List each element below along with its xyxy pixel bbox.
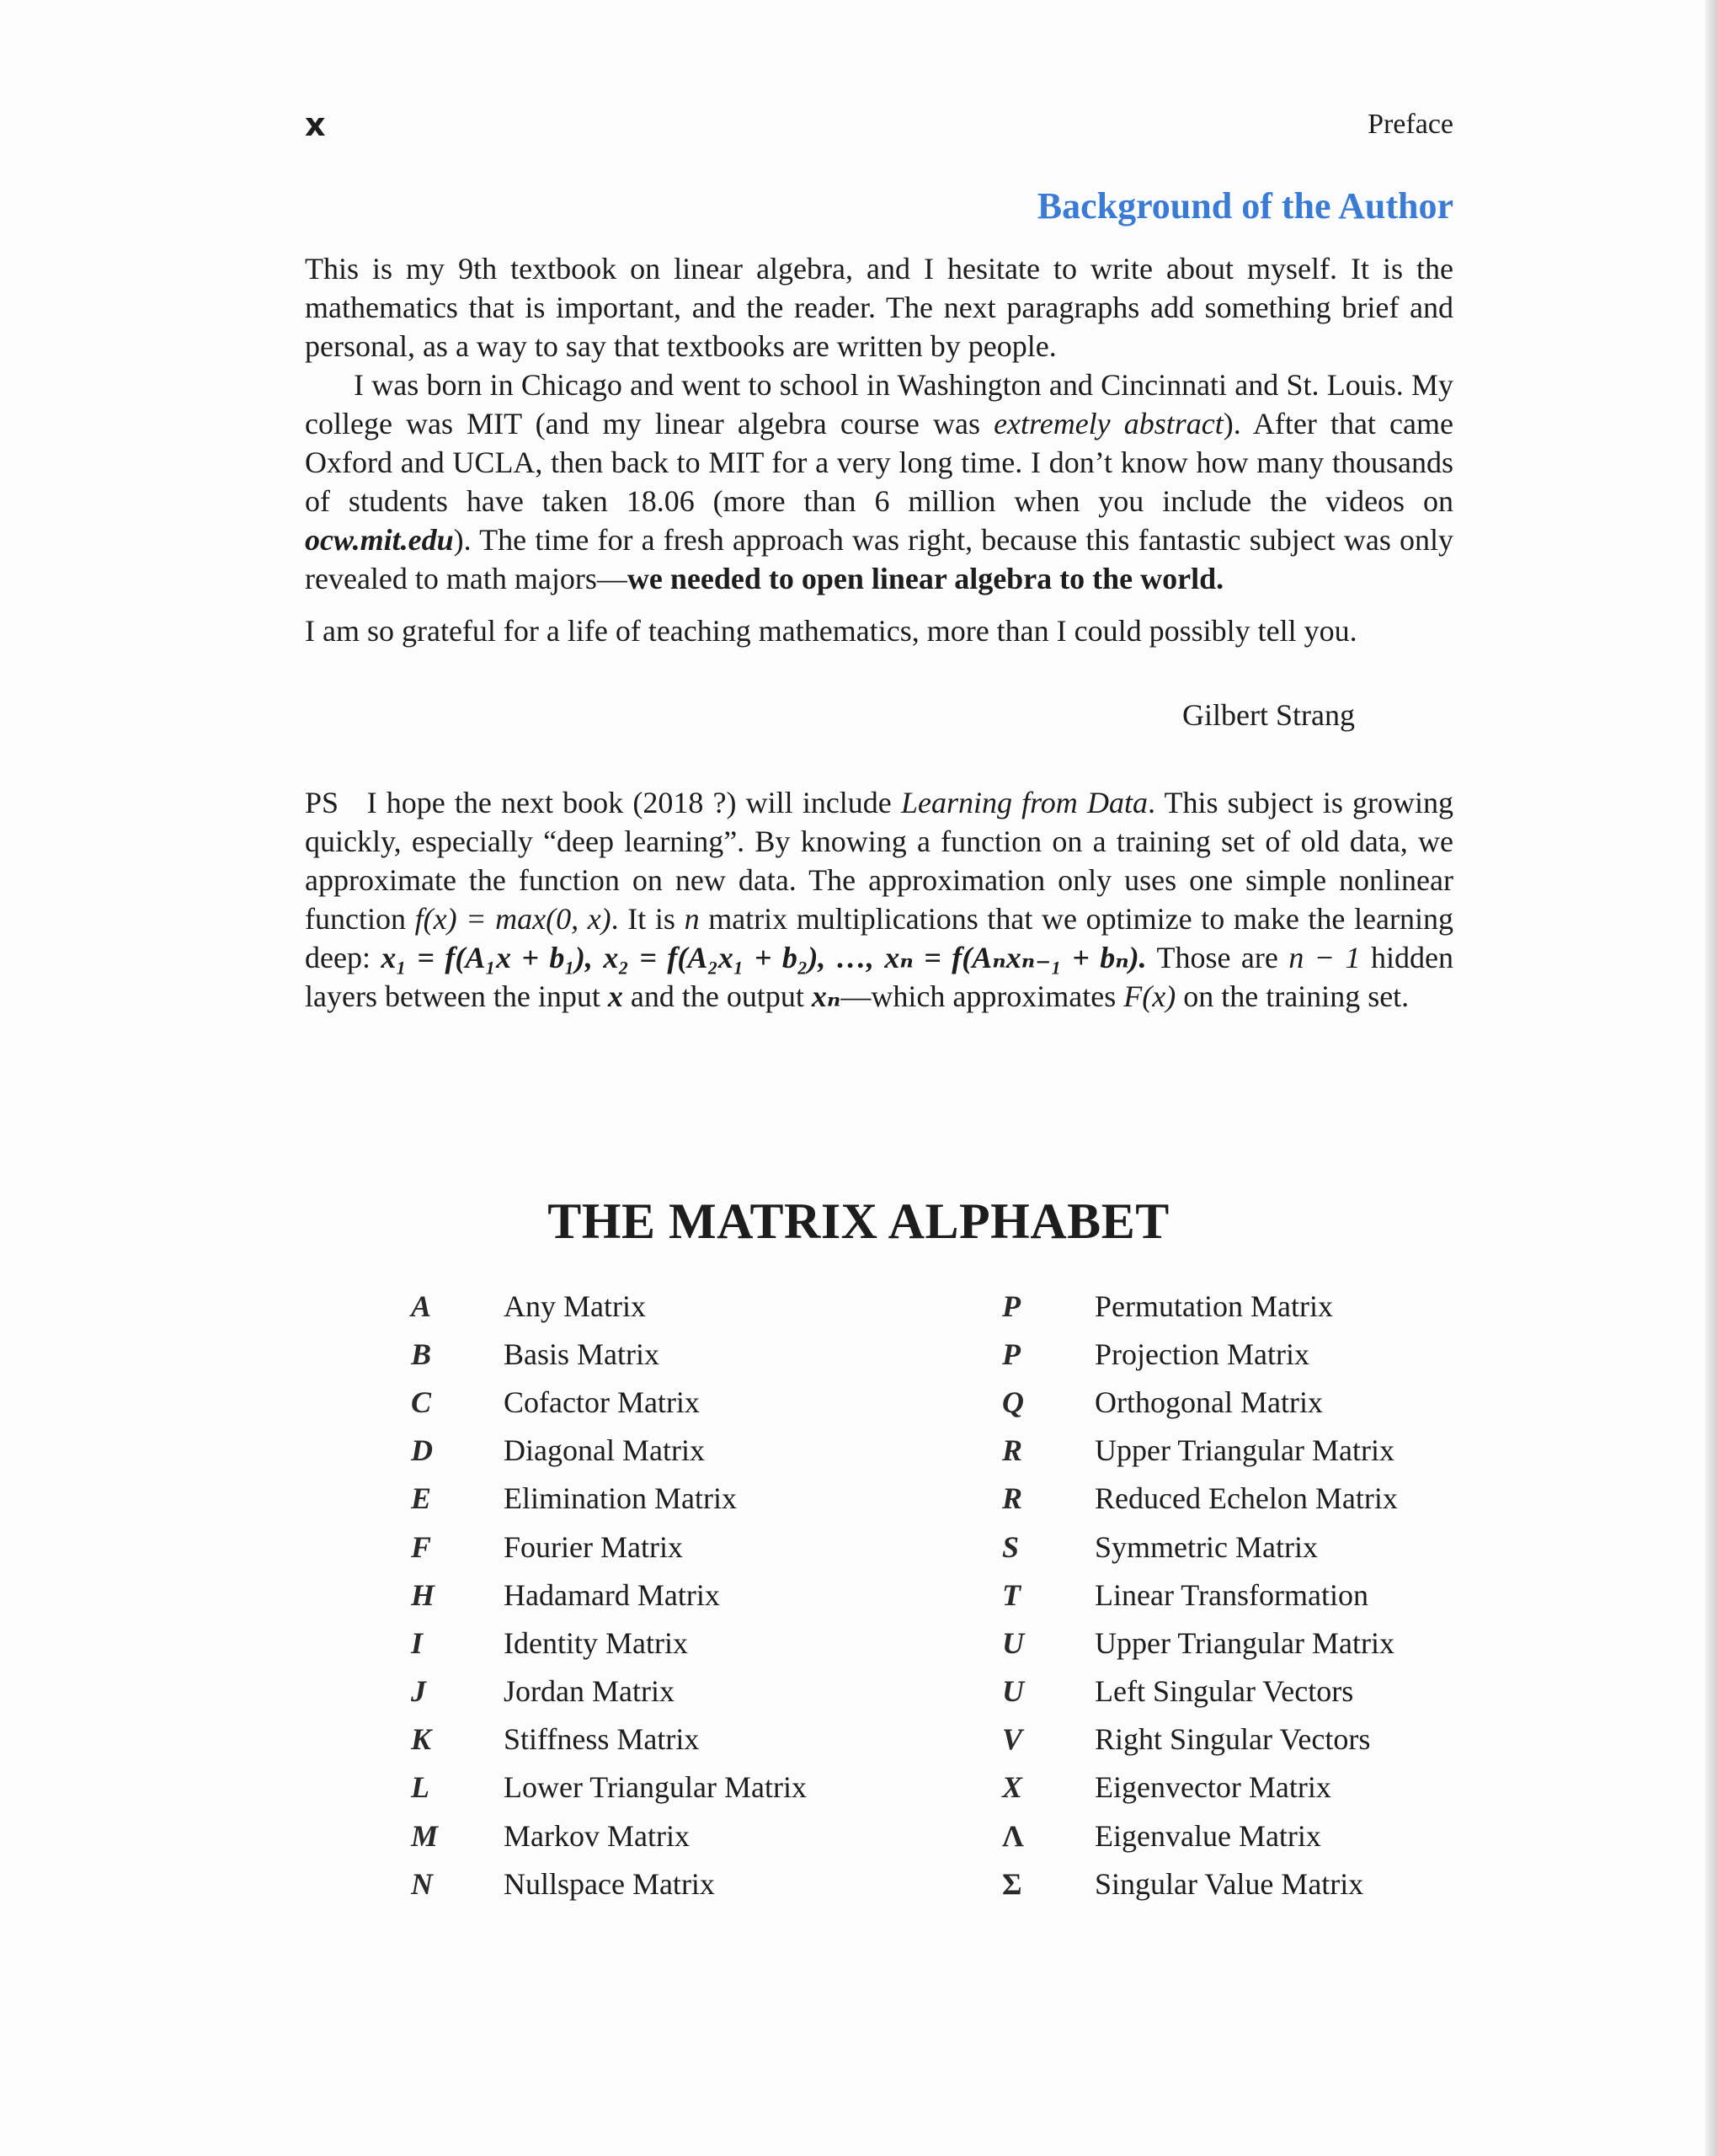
layer-chain-formula: x₁ = f(A₁x + b₁), x₂ = f(A₂x₁ + b₂), …, xₙ = f(Aₙxₙ₋₁ + bₙ). [381, 941, 1147, 974]
matrix-name: Singular Value Matrix [1095, 1866, 1364, 1901]
matrix-symbol: C [411, 1385, 432, 1419]
math-n-minus-1: n − 1 [1288, 941, 1361, 974]
alphabet-row [404, 1764, 807, 1812]
alphabet-row [404, 1860, 807, 1908]
matrix-symbol: A [411, 1289, 432, 1323]
matrix-name: Left Singular Vectors [1095, 1674, 1354, 1709]
matrix-symbol: X [1002, 1770, 1023, 1805]
alphabet-row [995, 1523, 1398, 1571]
matrix-symbol: I [411, 1625, 424, 1660]
matrix-symbol: Σ [1002, 1866, 1022, 1901]
alphabet-row [995, 1475, 1398, 1523]
ps-paragraph: PS I hope the next book (2018 ?) will include Learning from Data. This subject is growing quickly, especially “deep learning”. By knowing a function on a training set of old data, we approximate the function on new data. The approximation only uses one simple nonlinear function f(x) = max(0, x). It is n matrix multiplications that we optimize to make the learning deep: x₁ = f(A₁x + b₁), x₂ = f(A₂x₁ + b₂), …, xₙ = f(Aₙxₙ₋₁ + bₙ). Those are n − 1 hidden layers between the input x and the output xₙ—which approximates F(x) on the training set. [305, 786, 1453, 1013]
ocw-link[interactable]: ocw.mit.edu [305, 523, 454, 557]
running-head: Preface [1368, 109, 1453, 140]
author-signature: Gilbert Strang [1182, 698, 1355, 732]
matrix-name: Identity Matrix [504, 1625, 688, 1660]
relu-formula: f(x) = max(0, x) [414, 902, 611, 936]
alphabet-row [404, 1716, 807, 1764]
page-number: x [305, 106, 326, 143]
matrix-name: Hadamard Matrix [504, 1577, 720, 1612]
matrix-name: Stiffness Matrix [504, 1722, 700, 1757]
alphabet-row [995, 1668, 1398, 1716]
alphabet-row [404, 1282, 807, 1330]
matrix-name: Projection Matrix [1095, 1337, 1309, 1371]
matrix-name: Upper Triangular Matrix [1095, 1625, 1394, 1660]
matrix-symbol: K [411, 1722, 432, 1757]
matrix-name: Upper Triangular Matrix [1095, 1433, 1394, 1468]
matrix-symbol: L [411, 1770, 429, 1805]
alphabet-left-column [404, 1282, 807, 1908]
matrix-name: Orthogonal Matrix [1095, 1385, 1323, 1419]
matrix-symbol: P [1002, 1289, 1021, 1323]
alphabet-row [995, 1764, 1398, 1812]
matrix-name: Eigenvector Matrix [1095, 1770, 1331, 1805]
alphabet-row [995, 1571, 1398, 1619]
alphabet-row [404, 1668, 807, 1716]
alphabet-row [404, 1523, 807, 1571]
matrix-name: Permutation Matrix [1095, 1289, 1333, 1323]
math-F-of-x: F(x) [1123, 979, 1176, 1013]
ps-text [305, 783, 1453, 1016]
alphabet-row [995, 1427, 1398, 1475]
matrix-symbol: U [1002, 1625, 1024, 1660]
matrix-name: Linear Transformation [1095, 1577, 1368, 1612]
matrix-name: Right Singular Vectors [1095, 1722, 1371, 1757]
matrix-name: Symmetric Matrix [1095, 1529, 1318, 1564]
paragraph-3: I am so grateful for a life of teaching mathematics, more than I could possibly tell you. [305, 614, 1357, 648]
alphabet-row [995, 1812, 1398, 1860]
alphabet-row [404, 1427, 807, 1475]
matrix-name: Reduced Echelon Matrix [1095, 1481, 1398, 1516]
alphabet-row [995, 1860, 1398, 1908]
matrix-symbol: J [411, 1674, 426, 1709]
matrix-name: Jordan Matrix [504, 1674, 675, 1709]
alphabet-row [995, 1378, 1398, 1426]
paragraph-1: This is my 9th textbook on linear algebra, and I hesitate to write about myself. It is the mathematics that is important, and the reader. The next paragraphs add something brief and personal, as a way to say that textbooks are written by people. [305, 252, 1453, 363]
section-title: Background of the Author [1037, 185, 1453, 227]
book-title: Learning from Data [900, 786, 1148, 819]
paragraph-2: I was born in Chicago and went to school in Washington and Cincinnati and St. Louis. My college was MIT (and my linear algebra course was extremely abstract). After that came Oxford and UCLA, then back to MIT for a very long time. I don’t know how many thousands of students have taken 18.06 (more than 6 million when you include the videos on ocw.mit.edu). The time for a fresh approach was right, because this fantastic subject was only revealed to math majors—we needed to open linear algebra to the world. [305, 368, 1453, 595]
bold-statement: we needed to open linear algebra to the world. [627, 562, 1224, 595]
alphabet-right-column [995, 1282, 1398, 1908]
matrix-name: Nullspace Matrix [504, 1866, 715, 1901]
alphabet-row [404, 1378, 807, 1426]
alphabet-row [995, 1619, 1398, 1667]
matrix-symbol: R [1002, 1433, 1023, 1468]
math-output-xn: xₙ [811, 979, 841, 1013]
matrix-name: Basis Matrix [504, 1337, 659, 1371]
alphabet-row [995, 1716, 1398, 1764]
alphabet-row [995, 1330, 1398, 1378]
matrix-symbol: B [411, 1337, 432, 1371]
alphabet-row [404, 1571, 807, 1619]
matrix-name: Fourier Matrix [504, 1529, 683, 1564]
alphabet-row [404, 1330, 807, 1378]
matrix-name: Lower Triangular Matrix [504, 1770, 807, 1805]
ps-label: PS [305, 786, 339, 819]
emphasis-text: extremely abstract [994, 407, 1224, 440]
alphabet-row [404, 1475, 807, 1523]
matrix-symbol: V [1002, 1722, 1023, 1757]
matrix-symbol: R [1002, 1481, 1023, 1516]
matrix-symbol: Q [1002, 1385, 1024, 1419]
matrix-name: Eigenvalue Matrix [1095, 1818, 1321, 1853]
alphabet-row [995, 1282, 1398, 1330]
math-n: n [684, 902, 700, 936]
matrix-symbol: N [411, 1866, 433, 1901]
math-input-x: x [607, 979, 623, 1013]
matrix-symbol: H [411, 1577, 435, 1612]
matrix-symbol: T [1002, 1577, 1021, 1612]
matrix-symbol: E [411, 1481, 432, 1516]
alphabet-row [404, 1812, 807, 1860]
matrix-symbol: P [1002, 1337, 1021, 1371]
matrix-name: Any Matrix [504, 1289, 646, 1323]
page-edge-shadow [1705, 0, 1717, 2156]
alphabet-row [404, 1619, 807, 1667]
matrix-symbol: S [1002, 1529, 1020, 1564]
matrix-name: Cofactor Matrix [504, 1385, 700, 1419]
matrix-name: Markov Matrix [504, 1818, 690, 1853]
matrix-symbol: F [411, 1529, 432, 1564]
matrix-name: Diagonal Matrix [504, 1433, 705, 1468]
author-background-text [305, 249, 1453, 650]
matrix-alphabet-title: THE MATRIX ALPHABET [547, 1193, 1170, 1249]
matrix-symbol: Λ [1002, 1818, 1024, 1853]
matrix-name: Elimination Matrix [504, 1481, 737, 1516]
matrix-symbol: U [1002, 1674, 1024, 1709]
matrix-symbol: D [411, 1433, 433, 1468]
matrix-symbol: M [411, 1818, 439, 1853]
